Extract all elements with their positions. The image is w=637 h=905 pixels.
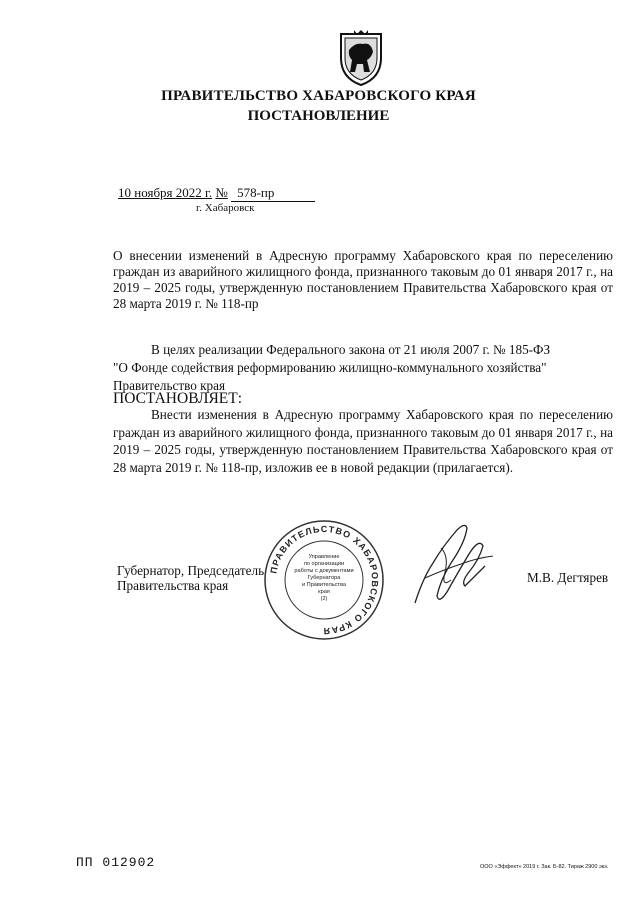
- coat-of-arms-icon: [337, 28, 385, 88]
- signatory-title-line-1: Губернатор, Председатель: [117, 563, 265, 578]
- date-number-line: [118, 185, 315, 202]
- preamble-line-2: "О Фонде содействия реформированию жилищно-коммунального хозяйства": [113, 360, 547, 375]
- signatory-name: М.В. Дегтярев: [527, 570, 609, 585]
- official-stamp: [262, 518, 386, 642]
- printer-imprint: ООО «Эффект» 2019 г. Зак. Б-82. Тираж 2900 экз.: [480, 864, 609, 870]
- operative-paragraph: Внести изменения в Адресную программу Хабаровского края по переселению граждан из аварийного жилищного фонда, признанного таковым до 01 января 2017 г., на 2019 – 2025 годы, утвержденную постановлением Правительства Хабаровского края от 28 марта 2019 г. № 118-пр, изложив ее в новой редакции (прилагается).: [113, 407, 613, 475]
- handwritten-signature: [395, 508, 505, 618]
- government-title: ПРАВИТЕЛЬСТВО ХАБАРОВСКОГО КРАЯ: [161, 88, 476, 104]
- document-type: ПОСТАНОВЛЕНИЕ: [247, 108, 390, 124]
- preamble-line-1: В целях реализации Федерального закона от 21 июля 2007 г. № 185-ФЗ: [151, 342, 551, 357]
- form-code: ПП 012902: [76, 855, 156, 870]
- preamble-line-3: Правительство края: [113, 378, 226, 393]
- stamp-line-6: края: [318, 589, 330, 595]
- signatory-title-line-2: Правительства края: [117, 578, 229, 593]
- decree-date: 10 ноября 2022 г.: [118, 185, 213, 200]
- decree-subject: О внесении изменений в Адресную программу Хабаровского края по переселению граждан из аварийного жилищного фонда, признанного таковым до 01 января 2017 г., на 2019 – 2025 годы, утвержденную постановлением Правительства Хабаровского края от 28 марта 2019 г. № 118-пр: [113, 248, 613, 311]
- stamp-line-3: работы с документами: [294, 568, 354, 574]
- city: г. Хабаровск: [196, 202, 255, 214]
- decree-number: 578-пр: [231, 185, 315, 202]
- stamp-line-1: Управление: [308, 554, 340, 560]
- stamp-line-4: Губернатора: [307, 575, 341, 581]
- stamp-line-5: и Правительства: [302, 582, 346, 588]
- resolves-heading: ПОСТАНОВЛЯЕТ:: [113, 390, 243, 407]
- stamp-ring-text: ПРАВИТЕЛЬСТВО ХАБАРОВСКОГО КРАЯ: [268, 523, 381, 637]
- preamble-paragraph: [113, 341, 613, 395]
- stamp-line-7: (2): [320, 596, 328, 602]
- stamp-line-2: по организации: [303, 561, 345, 567]
- signatory-title: [117, 563, 264, 593]
- number-sign: №: [215, 185, 228, 200]
